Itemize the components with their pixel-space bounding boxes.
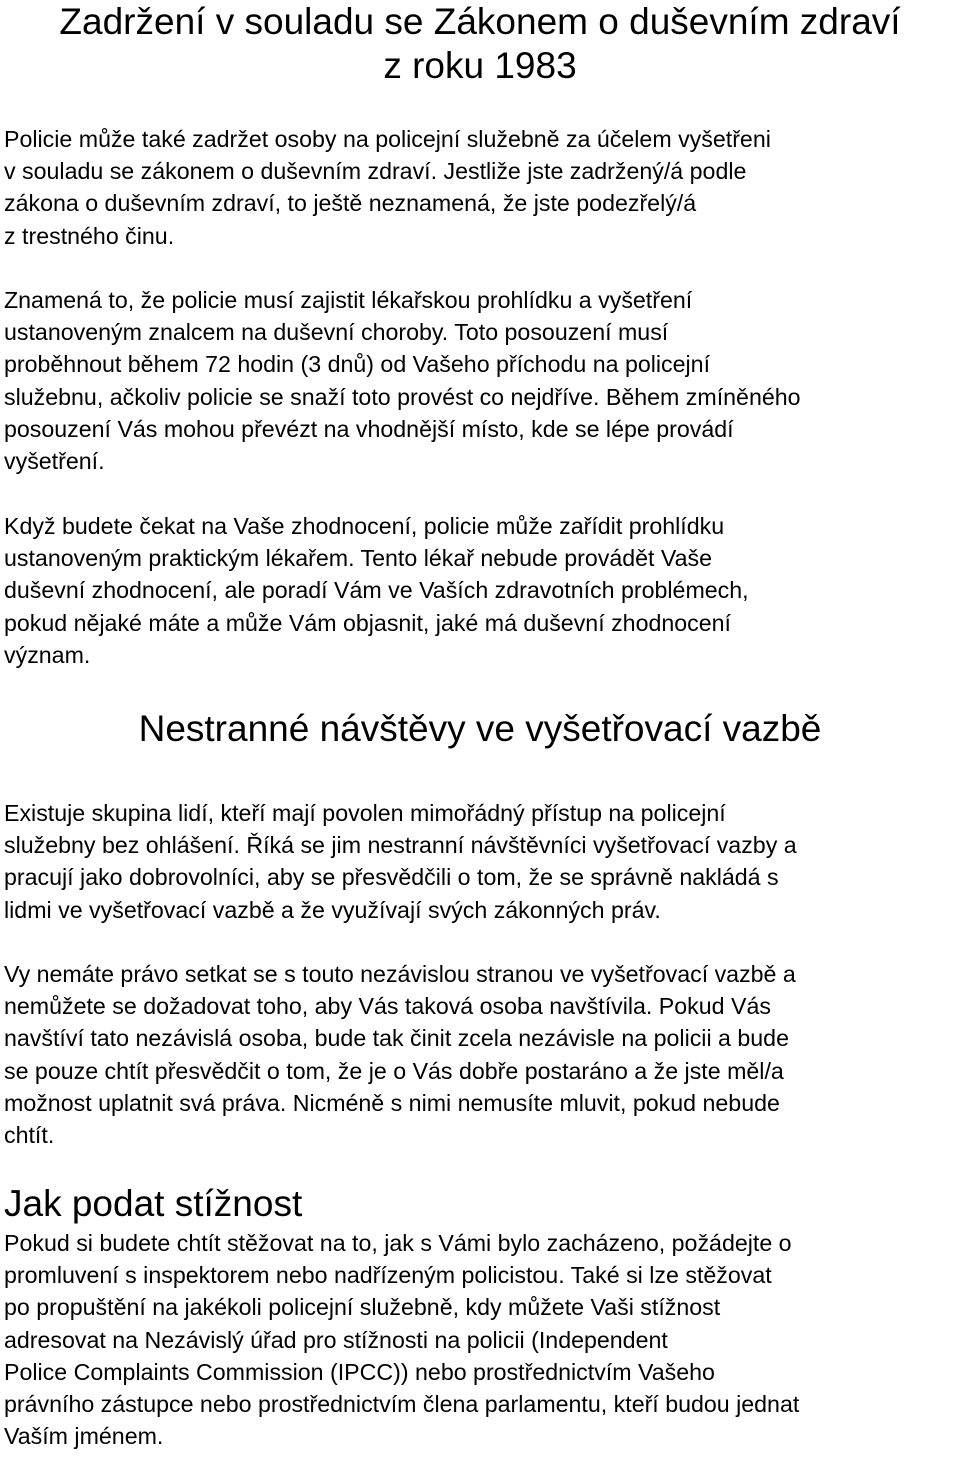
text-line: služebny bez ohlášení. Říká se jim nestranní návštěvníci vyšetřovací vazby a (4, 832, 797, 859)
text-line: Policie může také zadržet osoby na policejní služebně za účelem vyšetřeni (4, 126, 771, 152)
text-line: se pouze chtít přesvědčit o tom, že je o Vás dobře postaráno a že jste měl/a (4, 1057, 784, 1084)
text-line: možnost uplatnit svá práva. Nicméně s nimi nemusíte mluvit, pokud nebude (4, 1089, 780, 1116)
text-line: adresovat na Nezávislý úřad pro stížnosti na policii (Independent (4, 1326, 668, 1353)
text-line: Když budete čekat na Vaše zhodnocení, policie může zařídit prohlídku (4, 513, 725, 539)
text-line: navštíví tato nezávislá osoba, bude tak činit zcela nezávisle na policii a bude (4, 1025, 789, 1052)
page-title-line: z roku 1983 (383, 45, 577, 86)
text-line: Pokud si budete chtít stěžovat na to, jak s Vámi bylo zacházeno, požádejte o (4, 1230, 792, 1256)
text-line: po propuštění na jakékoli policejní služebně, kdy můžete Vaši stížnost (4, 1294, 721, 1321)
text-line: Znamená to, že policie musí zajistit lékařskou prohlídku a vyšetření (4, 287, 693, 313)
text-line: Police Complaints Commission (IPCC)) nebo prostřednictvím Vašeho (4, 1358, 715, 1385)
section-heading: Nestranné návštěvy ve vyšetřovací vazbě (138, 708, 822, 749)
text-line: lidmi ve vyšetřovací vazbě a že využívají svých zákonných práv. (4, 896, 661, 923)
text-line: význam. (4, 641, 91, 668)
paragraph (4, 510, 960, 671)
text-line: Existuje skupina lidí, kteří mají povolen mimořádný přístup na policejní (4, 800, 726, 826)
text-line: pracují jako dobrovolníci, aby se přesvědčili o tom, že se správně nakládá s (4, 864, 779, 891)
text-line: ustanoveným praktickým lékařem. Tento lékař nebude provádět Vaše (4, 545, 713, 572)
text-line: zákona o duševním zdraví, to ještě neznamená, že jste podezřelý/á (4, 190, 697, 217)
paragraph (4, 958, 960, 1151)
text-line: Vaším jménem. (4, 1423, 164, 1450)
text-line: promluvení s inspektorem nebo nadřízeným policistou. Také si lze stěžovat (4, 1262, 772, 1289)
text-line: pokud nějaké máte a může Vám objasnit, jaké má duševní zhodnocení (4, 609, 731, 636)
text-line: z trestného činu. (4, 222, 175, 249)
page-title (0, 0, 960, 88)
page-title-line: Zadržení v souladu se Zákonem o duševním zdraví (59, 1, 901, 42)
text-line: Vy nemáte právo setkat se s touto nezávislou stranou ve vyšetřovací vazbě a (4, 961, 796, 987)
text-line: právního zástupce nebo prostřednictvím člena parlamentu, kteří budou jednat (4, 1391, 800, 1418)
section-heading: Jak podat stížnost (4, 1183, 303, 1224)
text-line: posouzení Vás mohou převézt na vhodnější místo, kde se lépe provádí (4, 415, 734, 442)
paragraph (4, 1227, 960, 1452)
paragraph (4, 284, 960, 477)
paragraph (4, 797, 960, 926)
text-line: duševní zhodnocení, ale poradí Vám ve Vaších zdravotních problémech, (4, 577, 749, 604)
text-line: ustanoveným znalcem na duševní choroby. Toto posouzení musí (4, 319, 669, 346)
text-line: služebnu, ačkoliv policie se snaží toto provést co nejdříve. Během zmíněného (4, 383, 801, 410)
text-line: proběhnout během 72 hodin (3 dnů) od Vašeho příchodu na policejní (4, 351, 711, 378)
text-line: chtít. (4, 1122, 55, 1149)
text-line: nemůžete se dožadovat toho, aby Vás taková osoba navštívila. Pokud Vás (4, 993, 771, 1020)
text-line: v souladu se zákonem o duševním zdraví. Jestliže jste zadržený/á podle (4, 158, 747, 185)
paragraph (4, 123, 960, 252)
text-line: vyšetření. (4, 448, 105, 475)
